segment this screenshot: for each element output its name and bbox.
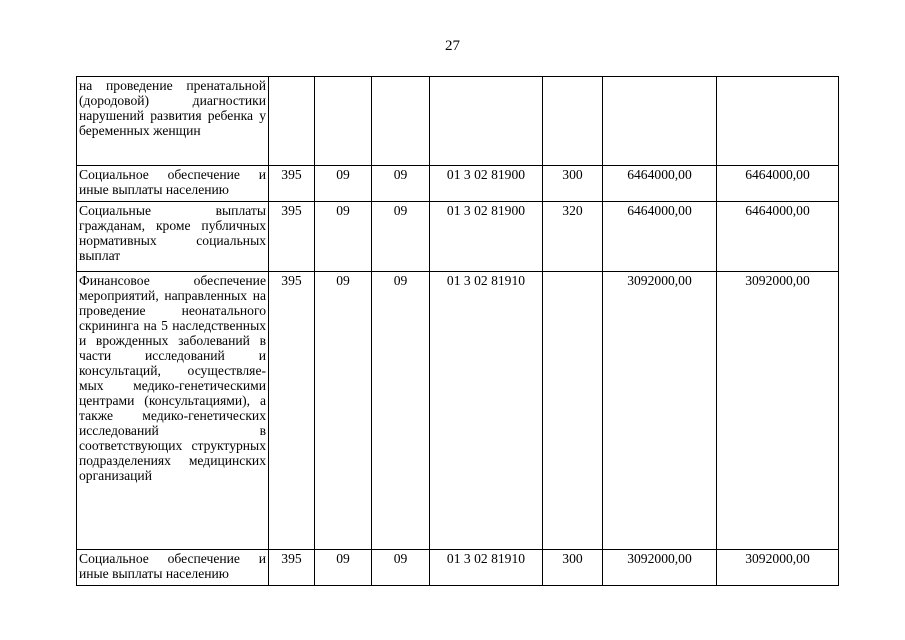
row-expense-type-code: 300 bbox=[543, 550, 603, 586]
row-grbs-code: 395 bbox=[269, 166, 315, 202]
row-subsection-code: 09 bbox=[372, 202, 430, 272]
row-target-article-code: 01 3 02 81910 bbox=[430, 272, 543, 550]
row-sum-1: 6464000,00 bbox=[603, 166, 717, 202]
row-subsection-code bbox=[372, 77, 430, 166]
row-description: Финансовое обеспечение мероприятий, направленных на проведение неонатального скрининга на 5 наследственных и врожденных заболеваний в части исследований и консультаций, осуществляе-мых медико-генетическими центрами (консультациями), а также медико-генетических исследований в соответствующих структурных подразделениях медицинских организаций bbox=[77, 272, 269, 550]
row-sum-1: 3092000,00 bbox=[603, 272, 717, 550]
row-sum-2: 3092000,00 bbox=[717, 272, 839, 550]
row-expense-type-code: 300 bbox=[543, 166, 603, 202]
row-sum-1 bbox=[603, 77, 717, 166]
row-subsection-code: 09 bbox=[372, 550, 430, 586]
row-sum-2 bbox=[717, 77, 839, 166]
table-row bbox=[77, 166, 839, 202]
row-description: Социальные выплаты гражданам, кроме публичных нормативных социальных выплат bbox=[77, 202, 269, 272]
row-grbs-code bbox=[269, 77, 315, 166]
table-row bbox=[77, 550, 839, 586]
table-row bbox=[77, 77, 839, 166]
row-target-article-code: 01 3 02 81900 bbox=[430, 166, 543, 202]
row-target-article-code: 01 3 02 81900 bbox=[430, 202, 543, 272]
row-section-code: 09 bbox=[315, 166, 372, 202]
table-row bbox=[77, 202, 839, 272]
row-expense-type-code bbox=[543, 272, 603, 550]
row-target-article-code: 01 3 02 81910 bbox=[430, 550, 543, 586]
row-grbs-code: 395 bbox=[269, 550, 315, 586]
page-number: 27 bbox=[445, 38, 460, 54]
row-subsection-code: 09 bbox=[372, 272, 430, 550]
row-sum-2: 6464000,00 bbox=[717, 166, 839, 202]
row-section-code: 09 bbox=[315, 272, 372, 550]
row-description: Социальное обеспечение и иные выплаты населению bbox=[77, 550, 269, 586]
budget-table bbox=[76, 76, 839, 586]
row-section-code: 09 bbox=[315, 550, 372, 586]
row-grbs-code: 395 bbox=[269, 202, 315, 272]
row-sum-2: 6464000,00 bbox=[717, 202, 839, 272]
row-sum-1: 3092000,00 bbox=[603, 550, 717, 586]
row-grbs-code: 395 bbox=[269, 272, 315, 550]
row-subsection-code: 09 bbox=[372, 166, 430, 202]
row-expense-type-code: 320 bbox=[543, 202, 603, 272]
row-expense-type-code bbox=[543, 77, 603, 166]
row-section-code bbox=[315, 77, 372, 166]
row-description: Социальное обеспечение и иные выплаты населению bbox=[77, 166, 269, 202]
row-target-article-code bbox=[430, 77, 543, 166]
table-row bbox=[77, 272, 839, 550]
row-sum-2: 3092000,00 bbox=[717, 550, 839, 586]
row-sum-1: 6464000,00 bbox=[603, 202, 717, 272]
row-section-code: 09 bbox=[315, 202, 372, 272]
row-description: на проведение пренатальной (дородовой) диагностики нарушений развития ребенка у беременных женщин bbox=[77, 77, 269, 166]
